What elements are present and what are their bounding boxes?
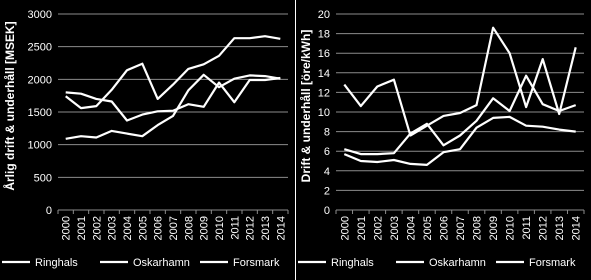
- x-tick-label: 2012: [537, 216, 550, 241]
- x-tick-label: 2005: [137, 216, 150, 241]
- x-tick-label: 2006: [152, 216, 165, 241]
- x-tick-label: 2013: [554, 216, 567, 241]
- y-tick-label: 18: [317, 28, 330, 41]
- x-tick-label: 2014: [275, 216, 288, 241]
- legend-label: Ringhals: [331, 257, 374, 269]
- chart-ore-kwh: [296, 0, 591, 280]
- series-line-ringhals: [344, 28, 575, 136]
- legend-label: Forsmark: [233, 257, 280, 269]
- x-tick-label: 2000: [339, 216, 352, 241]
- x-tick-label: 2006: [438, 216, 451, 241]
- y-tick-label: 1500: [27, 107, 52, 119]
- x-tick-label: 2012: [244, 216, 257, 241]
- x-tick-label: 2003: [388, 216, 401, 241]
- x-tick-label: 2009: [198, 216, 211, 241]
- y-tick-label: 4: [323, 165, 330, 178]
- y-tick-label: 2000: [27, 74, 52, 87]
- x-tick-label: 2002: [91, 216, 104, 241]
- x-tick-label: 2000: [60, 216, 73, 241]
- series-line-oskarhamn: [344, 76, 575, 154]
- x-tick-label: 2008: [471, 216, 484, 241]
- chart-msek: [0, 0, 295, 280]
- x-tick-label: 2010: [214, 216, 226, 241]
- x-tick-label: 2007: [455, 216, 467, 241]
- legend-label: Oskarhamn: [429, 257, 486, 269]
- y-tick-label: 16: [317, 48, 330, 61]
- y-tick-label: 3000: [27, 9, 52, 21]
- x-tick-label: 2011: [521, 216, 534, 240]
- x-tick-label: 2002: [372, 216, 385, 241]
- y-axis-title: Drift & underhåll [öre/kWh]: [299, 29, 313, 183]
- legend-label: Oskarhamn: [133, 257, 190, 269]
- chart-panel-msek: [0, 0, 295, 280]
- y-tick-label: 8: [323, 126, 330, 139]
- x-tick-label: 2013: [260, 216, 272, 241]
- x-tick-label: 2005: [421, 216, 434, 241]
- y-tick-label: 0: [45, 205, 52, 217]
- x-tick-label: 2009: [488, 216, 501, 241]
- legend-label: Ringhals: [35, 257, 78, 269]
- y-tick-label: 500: [33, 172, 52, 185]
- y-tick-label: 20: [317, 9, 330, 21]
- series-line-forsmark: [344, 117, 575, 165]
- x-tick-label: 2007: [168, 216, 180, 241]
- y-tick-label: 2: [323, 185, 330, 198]
- legend-label: Forsmark: [529, 257, 576, 269]
- x-tick-label: 2001: [76, 216, 88, 241]
- x-tick-label: 2008: [183, 216, 196, 241]
- x-tick-label: 2014: [570, 216, 583, 241]
- y-tick-label: 1000: [27, 139, 52, 152]
- chart-panel-ore-kwh: [296, 0, 591, 280]
- y-tick-label: 12: [317, 87, 330, 100]
- x-tick-label: 2010: [504, 216, 517, 241]
- x-tick-label: 2003: [106, 216, 119, 241]
- x-tick-label: 2011: [229, 215, 242, 240]
- y-tick-label: 0: [323, 205, 330, 217]
- x-tick-label: 2004: [405, 216, 418, 241]
- y-tick-label: 2500: [27, 41, 52, 54]
- y-axis-title: Årlig drift & underhåll [MSEK]: [3, 21, 17, 191]
- y-tick-label: 14: [317, 67, 330, 80]
- y-tick-label: 6: [323, 146, 330, 159]
- x-tick-label: 2001: [355, 216, 368, 241]
- x-tick-label: 2004: [122, 216, 134, 241]
- y-tick-label: 10: [317, 107, 330, 119]
